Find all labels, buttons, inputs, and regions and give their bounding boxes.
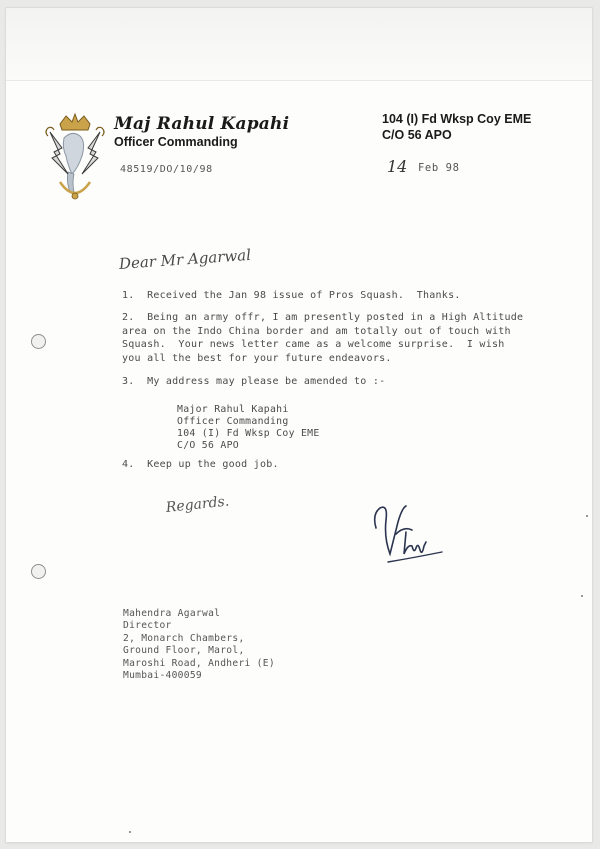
eme-corps-emblem-icon: [42, 112, 108, 208]
sender-name: Maj Rahul Kapahi: [114, 114, 290, 134]
unit-postal-address: C/O 56 APO: [382, 128, 452, 142]
date-month-year: Feb 98: [418, 162, 460, 174]
paragraph-2: 2. Being an army offr, I am presently posted in a High Altitude area on the Indo China border and am totally out of touch with Squash. Your news letter came as a welcome surprise. I wish you all the best for your future endeavors.: [122, 312, 524, 364]
address-line: Officer Commanding: [177, 416, 289, 427]
recipient-line: Ground Floor, Marol,: [123, 645, 245, 657]
recipient-line: Mumbai-400059: [123, 670, 202, 682]
paragraph-1: 1. Received the Jan 98 issue of Pros Squash. Thanks.: [122, 290, 461, 301]
signature-mark: [368, 498, 448, 570]
date-day-handwritten: 14: [387, 157, 408, 176]
scan-speck: [586, 515, 588, 517]
reference-number: 48519/DO/10/98: [120, 164, 213, 175]
recipient-address: [123, 608, 275, 682]
page-top-shadow: [6, 8, 592, 81]
paragraph-3: 3. My address may please be amended to :-: [122, 376, 386, 387]
address-line: 104 (I) Fd Wksp Coy EME: [177, 428, 320, 439]
letter-page: [6, 8, 592, 842]
paragraph-4: 4. Keep up the good job.: [122, 459, 279, 470]
recipient-line: Mahendra Agarwal: [123, 608, 221, 619]
sender-role: Officer Commanding: [114, 135, 238, 149]
punch-hole-top: [31, 334, 46, 349]
scan-speck: [581, 595, 583, 597]
closing-handwritten: Regards.: [165, 493, 230, 516]
address-line: C/O 56 APO: [177, 440, 239, 451]
address-line: Major Rahul Kapahi: [177, 404, 289, 415]
recipient-line: Director: [123, 620, 172, 632]
punch-hole-bottom: [31, 564, 46, 579]
recipient-line: 2, Monarch Chambers,: [123, 632, 245, 644]
new-address-block: [177, 404, 320, 452]
unit-name: 104 (I) Fd Wksp Coy EME: [382, 112, 532, 126]
salutation-handwritten: Dear Mr Agarwal: [118, 245, 252, 273]
scan-speck: [129, 831, 131, 833]
recipient-line: Maroshi Road, Andheri (E): [123, 657, 275, 669]
